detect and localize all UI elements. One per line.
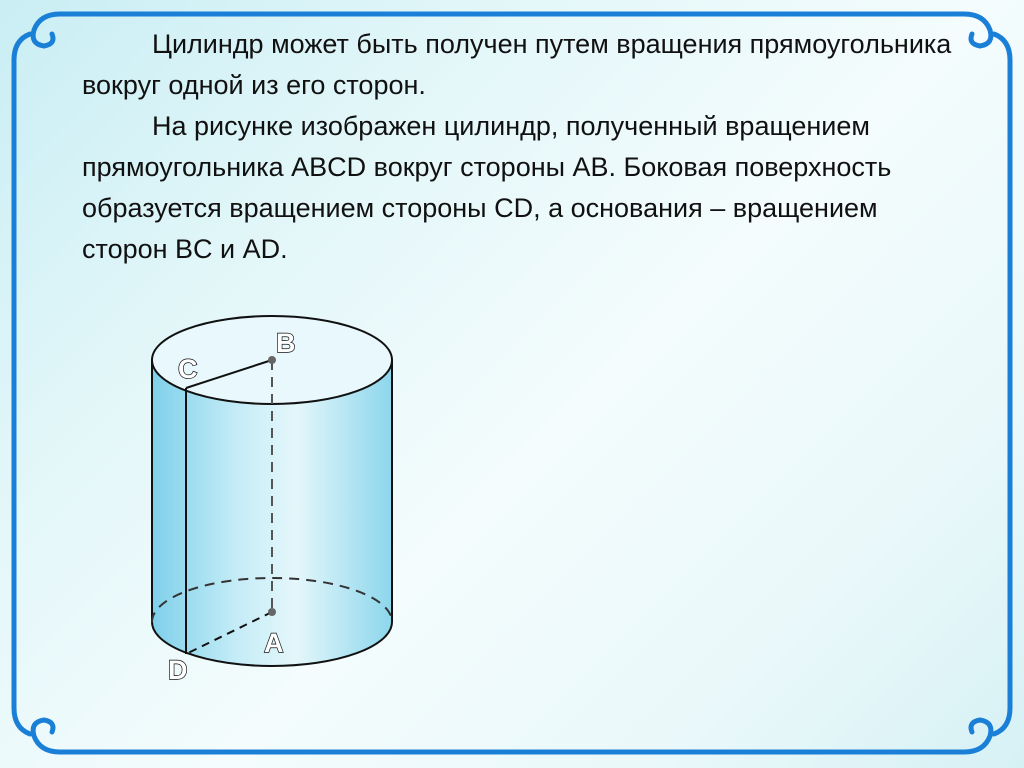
paragraph-intro: Цилиндр может быть получен путем вращения прямоугольника вокруг одной из его сторон. <box>82 29 952 100</box>
label-b: B <box>276 328 296 358</box>
point-b <box>268 356 276 364</box>
label-c: C <box>178 354 198 384</box>
label-d: D <box>168 655 188 685</box>
paragraph-description: На рисунке изображен цилиндр, полученный вращением прямоугольника ABCD вокруг стороны AB. Боковая поверхность образуется вращением стороны CD, а основания – вращением сторон BC и AD. <box>82 111 892 264</box>
point-a <box>268 608 276 616</box>
label-a: A <box>264 628 284 658</box>
